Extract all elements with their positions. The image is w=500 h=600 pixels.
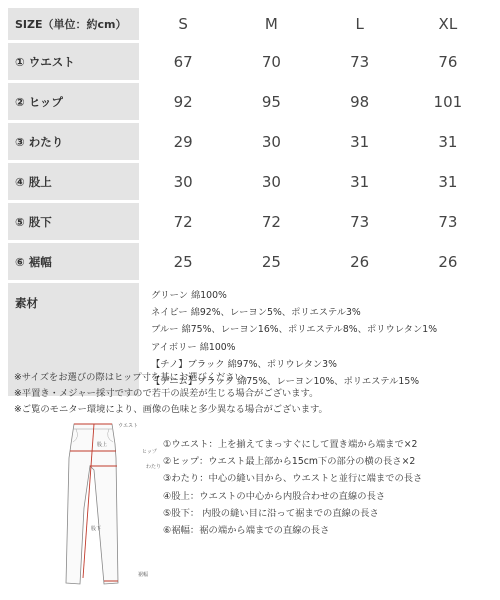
size-s-header: S bbox=[178, 15, 188, 33]
cell-value: 30 bbox=[261, 132, 281, 151]
notes-section bbox=[14, 370, 328, 418]
note-line: ※平置き・メジャー採寸ですので若干の誤差が生じる場合がございます。 bbox=[14, 388, 319, 399]
cell-value: 92 bbox=[173, 92, 193, 111]
row-label: ② ヒップ bbox=[8, 83, 139, 120]
pants-measurement-diagram bbox=[60, 418, 170, 588]
cell-value: 30 bbox=[173, 172, 193, 191]
cell-value: 29 bbox=[173, 132, 193, 151]
size-header-row bbox=[8, 8, 492, 40]
cell-value: 72 bbox=[173, 212, 193, 231]
table-row-hip bbox=[8, 83, 492, 120]
cell-value: 101 bbox=[433, 92, 463, 111]
row-label: ⑤ 股下 bbox=[8, 203, 139, 240]
material-line: 【デニム】ブラック 綿75%、レーヨン10%、ポリエステル15% bbox=[151, 376, 420, 388]
material-line: グリーン 綿100% bbox=[151, 290, 227, 301]
cell-value: 25 bbox=[173, 252, 193, 271]
size-m-header: M bbox=[264, 15, 278, 33]
cell-value: 31 bbox=[438, 172, 458, 191]
cell-value: 76 bbox=[438, 52, 458, 71]
cell-value: 70 bbox=[261, 52, 281, 71]
cell-value: 31 bbox=[438, 132, 458, 151]
size-table bbox=[8, 8, 492, 396]
material-line: ネイビー 綿92%、レーヨン5%、ポリエステル3% bbox=[151, 307, 361, 319]
table-row-rise bbox=[8, 163, 492, 200]
desc-line: ③わたり：中心の縫い目から、ウエストと並行に端までの長さ bbox=[163, 473, 423, 485]
desc-line: ②ヒップ：ウエスト最上部から15cm下の部分の横の長さ×2 bbox=[163, 456, 416, 468]
desc-line: ①ウエスト：上を揃えてまっすぐにして置き端から端まで×2 bbox=[163, 439, 418, 450]
cell-value: 30 bbox=[261, 172, 281, 191]
row-label: ① ウエスト bbox=[8, 43, 139, 80]
cell-value: 67 bbox=[173, 52, 193, 71]
cell-value: 31 bbox=[350, 172, 370, 191]
measurement-descriptions bbox=[163, 436, 422, 539]
diagram-label-hem: 裾幅 bbox=[138, 572, 149, 578]
table-row-thigh bbox=[8, 123, 492, 160]
material-line: 【チノ】ブラック 綿97%、ポリウレタン3% bbox=[151, 358, 337, 370]
desc-line: ⑥裾幅：裾の端から端までの直線の長さ bbox=[163, 525, 330, 537]
table-row-waist bbox=[8, 43, 492, 80]
cell-value: 95 bbox=[261, 92, 281, 111]
table-row-hem bbox=[8, 243, 492, 280]
cell-value: 72 bbox=[261, 212, 281, 231]
material-line: アイボリー 綿100% bbox=[151, 341, 236, 353]
size-l-header: L bbox=[355, 15, 364, 33]
cell-value: 73 bbox=[350, 212, 370, 231]
cell-value: 26 bbox=[350, 252, 370, 271]
material-label: 素材 bbox=[8, 283, 139, 396]
diagram-label-rise: 股上 bbox=[97, 442, 108, 448]
size-header-label: SIZE（単位：約cm） bbox=[8, 8, 139, 40]
cell-value: 31 bbox=[350, 132, 370, 151]
table-row-inseam bbox=[8, 203, 492, 240]
diagram-label-thigh: わたり bbox=[146, 464, 162, 470]
row-label: ④ 股上 bbox=[8, 163, 139, 200]
diagram-label-hip: ヒップ bbox=[142, 449, 157, 455]
row-label: ⑥ 裾幅 bbox=[8, 243, 139, 280]
desc-line: ⑤股下： 内股の縫い目に沿って裾までの直線の長さ bbox=[163, 507, 379, 519]
cell-value: 73 bbox=[438, 212, 458, 231]
note-line: ※ご覧のモニター環境により、画像の色味と多少異なる場合がございます。 bbox=[14, 404, 328, 415]
size-xl-header: XL bbox=[438, 15, 458, 33]
diagram-label-waist: ウエスト bbox=[118, 423, 139, 429]
cell-value: 26 bbox=[438, 252, 458, 271]
note-line: ※サイズをお選びの際はヒップ寸を基にお選びください。 bbox=[14, 372, 254, 383]
material-line: ブルー 綿75%、レーヨン16%、ポリエステル8%、ポリウレタン1% bbox=[151, 324, 438, 336]
cell-value: 25 bbox=[261, 252, 281, 271]
row-label: ③ わたり bbox=[8, 123, 139, 160]
cell-value: 98 bbox=[350, 92, 370, 111]
cell-value: 73 bbox=[350, 52, 370, 71]
desc-line: ④股上：ウエストの中心から内股合わせの直線の長さ bbox=[163, 490, 386, 502]
diagram-label-inseam: 股下 bbox=[91, 526, 102, 532]
